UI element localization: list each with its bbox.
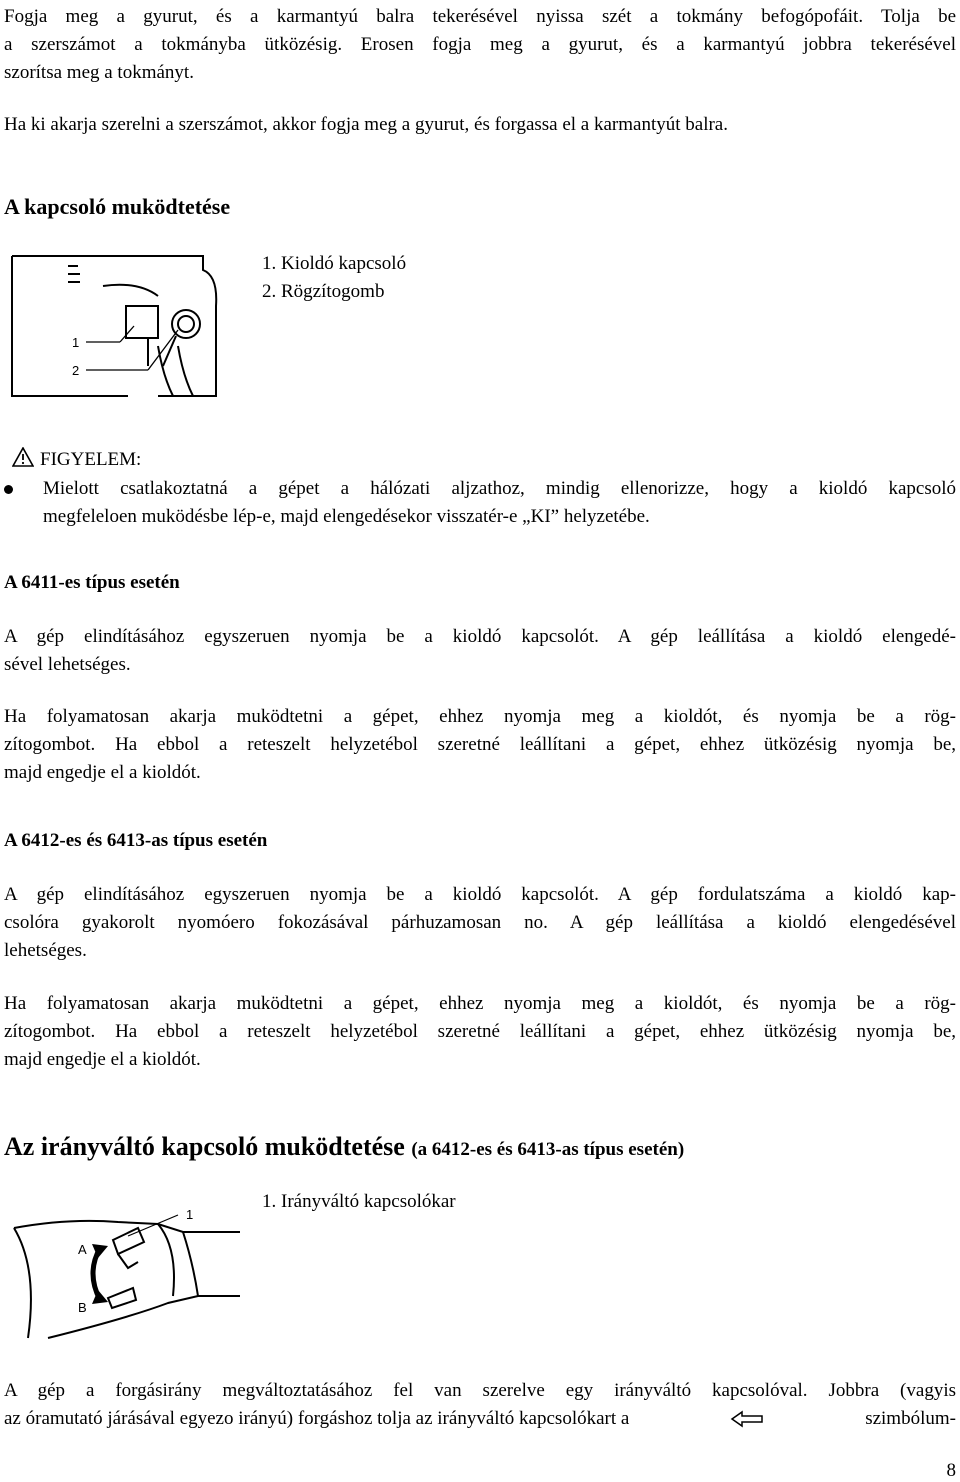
arrow-left-icon <box>730 1410 764 1428</box>
warning-bullet <box>4 485 13 494</box>
reverse-heading <box>4 1132 684 1165</box>
type-6411-p2-line-1: Ha folyamatosan akarja muködtetni a gépet, ehhez nyomja meg a kioldót, és nyomja be a rög- <box>4 706 956 727</box>
trigger-fig-label-2: 2 <box>72 363 80 378</box>
reverse-p-line-2: az óramutató járásával egyezo irányú) forgáshoz tolja az irányváltó kapcsolókart a <box>4 1408 630 1429</box>
reverse-legend: 1. Irányváltó kapcsolókar <box>262 1191 456 1212</box>
type-6412-p1-line-1: A gép elindításához egyszeruen nyomja be a kioldó kapcsolót. A gép fordulatszáma a kioldó kap- <box>4 884 956 905</box>
intro-line-2: a szerszámot a tokmányba ütközésig. Erosen fogja meg a gyurut, és a karmantyú jobbra tekerésével <box>4 34 956 55</box>
reverse-fig-label-a: A <box>78 1242 87 1257</box>
type-6412-p2-line-2: zítogombot. Ha ebbol a reteszelt helyzetébol szeretné leállítani a gépet, ehhez ütközésig nyomja be, <box>4 1021 956 1042</box>
intro-remove-line: Ha ki akarja szerelni a szerszámot, akkor fogja meg a gyurut, és forgassa el a karmantyút balra. <box>4 114 728 135</box>
type-6412-p2-line-1: Ha folyamatosan akarja muködtetni a gépet, ehhez nyomja meg a kioldót, és nyomja be a rög- <box>4 993 956 1014</box>
type-6412-heading: A 6412-es és 6413-as típus esetén <box>4 830 268 851</box>
warning-line-2: megfeleloen muködésbe lép-e, majd elengedésekor visszatér-e „KI” helyzetébe. <box>43 506 650 527</box>
type-6412-p1-line-3: lehetséges. <box>4 940 87 961</box>
trigger-figure <box>8 246 244 412</box>
reverse-p-line-2-end: szimbólum- <box>865 1408 956 1429</box>
type-6412-p1-line-2: csolóra gyakorolt nyomóero fokozásával párhuzamosan no. A gép leállítása a kioldó elengedésével <box>4 912 956 933</box>
warning-line-1: Mielott csatlakoztatná a gépet a hálózati aljzathoz, mindig ellenorizze, hogy a kioldó kapcsoló <box>43 478 956 499</box>
warning-icon <box>12 447 34 467</box>
reverse-p-line-2-row <box>4 1408 956 1430</box>
intro-line-3: szorítsa meg a tokmányt. <box>4 62 194 83</box>
reverse-fig-label-1: 1 <box>186 1207 194 1222</box>
page-number: 8 <box>946 1460 956 1481</box>
switch-heading: A kapcsoló muködtetése <box>4 194 231 219</box>
reverse-heading-main: Az irányváltó kapcsoló muködtetése <box>4 1132 405 1161</box>
reverse-heading-sub: (a 6412-es és 6413-as típus esetén) <box>411 1139 685 1160</box>
warning-title: FIGYELEM: <box>40 449 142 470</box>
switch-legend-2: 2. Rögzítogomb <box>262 281 385 302</box>
reverse-p-line-1: A gép a forgásirány megváltoztatásához fel van szerelve egy irányváltó kapcsolóval. Jobbra (vagyis <box>4 1380 956 1401</box>
trigger-fig-label-1: 1 <box>72 335 80 350</box>
type-6411-p2-line-3: majd engedje el a kioldót. <box>4 762 201 783</box>
type-6412-p2-line-3: majd engedje el a kioldót. <box>4 1049 201 1070</box>
type-6411-p2-line-2: zítogombot. Ha ebbol a reteszelt helyzetébol szeretné leállítani a gépet, ehhez ütközésig nyomja be, <box>4 734 956 755</box>
type-6411-heading: A 6411-es típus esetén <box>4 572 180 593</box>
type-6411-p1-line-1: A gép elindításához egyszeruen nyomja be a kioldó kapcsolót. A gép leállítása a kioldó elengedé- <box>4 626 956 647</box>
intro-line-1: Fogja meg a gyurut, és a karmantyú balra tekerésével nyissa szét a tokmány befogópofáit. Tolja be <box>4 6 956 27</box>
switch-legend-1: 1. Kioldó kapcsoló <box>262 253 407 274</box>
reverse-lever-figure <box>8 1188 244 1344</box>
reverse-fig-label-b: B <box>78 1300 87 1315</box>
type-6411-p1-line-2: sével lehetséges. <box>4 654 131 675</box>
